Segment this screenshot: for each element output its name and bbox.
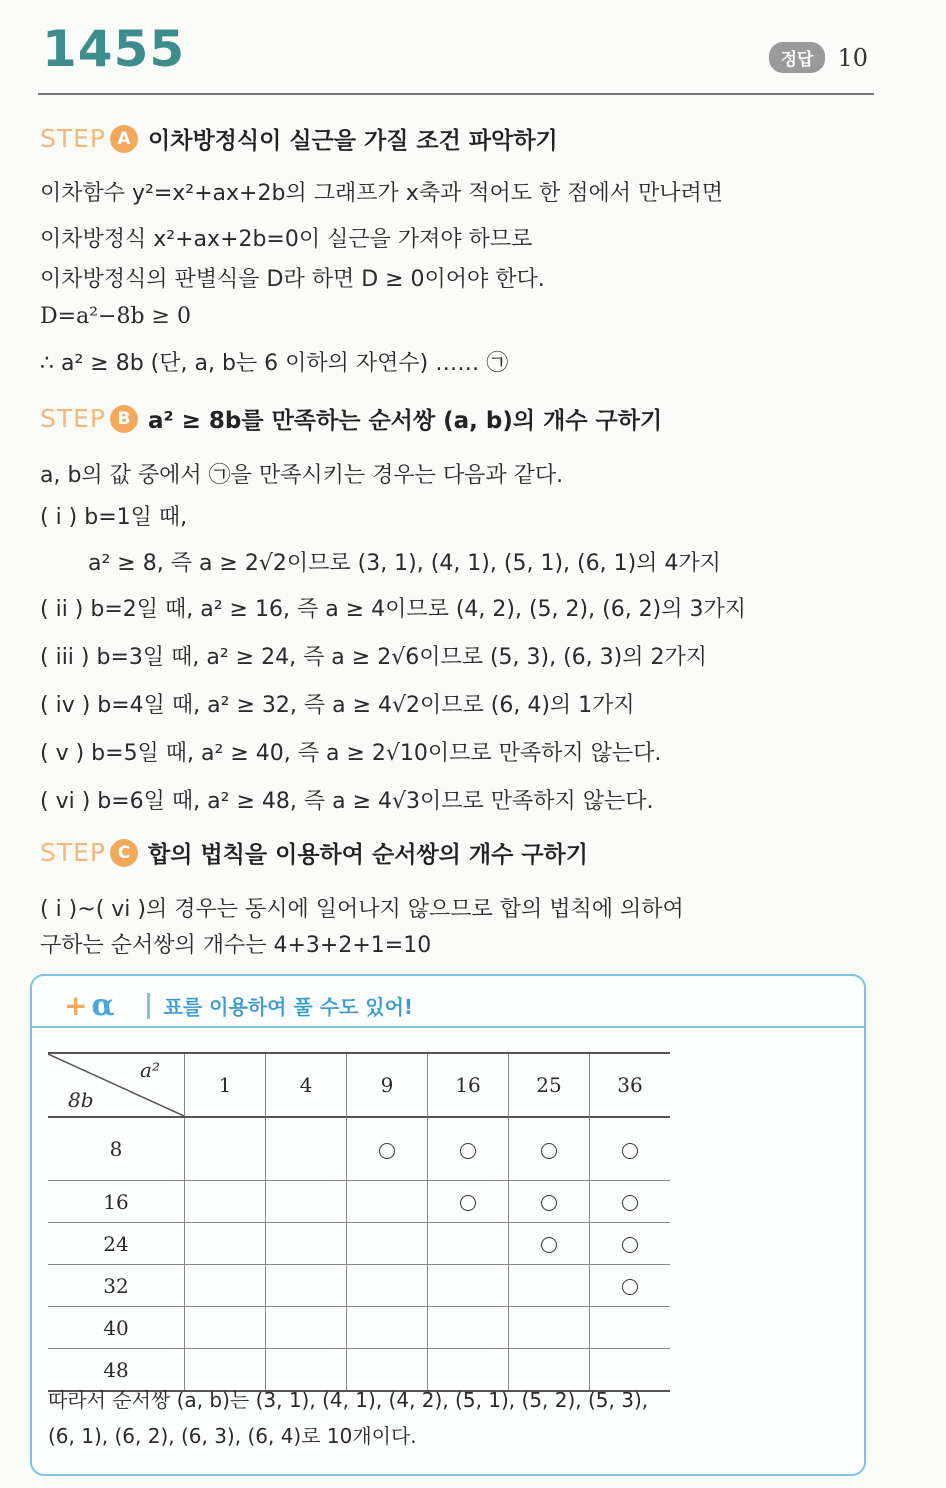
table-cell	[266, 1265, 347, 1307]
table-cell	[347, 1307, 428, 1349]
table-row	[48, 1265, 670, 1307]
circle-mark-icon	[379, 1143, 395, 1159]
step-b-line: ( v ) b=5일 때, a² ≥ 40, 즉 a ≥ 2√10이므로 만족하지 않는다.	[40, 741, 662, 766]
step-a-line: 이차함수 y²=x²+ax+2b의 그래프가 x축과 적어도 한 점에서 만나려면	[40, 181, 723, 206]
step-letter-badge: B	[110, 405, 138, 433]
column-header: 16	[428, 1053, 509, 1117]
table-cell	[590, 1181, 671, 1223]
table-cell	[509, 1265, 590, 1307]
circle-mark-icon	[460, 1195, 476, 1211]
table-cell	[509, 1181, 590, 1223]
column-header: 4	[266, 1053, 347, 1117]
circle-mark-icon	[541, 1195, 557, 1211]
step-a-line: ∴ a² ≥ 8b (단, a, b는 6 이하의 자연수) …… ㉠	[40, 351, 509, 376]
table-cell	[590, 1307, 671, 1349]
table-cell	[266, 1307, 347, 1349]
column-header: 1	[185, 1053, 266, 1117]
table-cell	[428, 1117, 509, 1181]
table-cell	[590, 1117, 671, 1181]
row-header: 40	[48, 1307, 185, 1349]
answer-value: 10	[837, 43, 868, 72]
table-cell	[347, 1223, 428, 1265]
step-b-line: a, b의 값 중에서 ㉠을 만족시키는 경우는 다음과 같다.	[40, 463, 564, 488]
step-b-line: ( i ) b=1일 때,	[40, 505, 188, 530]
step-label: STEP	[40, 404, 107, 433]
step-letter-badge: A	[110, 125, 138, 153]
table-cell	[347, 1181, 428, 1223]
tip-box-rule	[30, 1026, 864, 1028]
row-header: 24	[48, 1223, 185, 1265]
table-corner-cell	[48, 1053, 185, 1117]
step-b-line: ( iv ) b=4일 때, a² ≥ 32, 즉 a ≥ 4√2이므로 (6, 4)의 1가지	[40, 693, 635, 718]
table-row	[48, 1223, 670, 1265]
table-cell	[509, 1307, 590, 1349]
table-cell	[185, 1307, 266, 1349]
column-header: 36	[590, 1053, 671, 1117]
circle-mark-icon	[541, 1237, 557, 1253]
corner-label-a: a²	[140, 1058, 160, 1082]
row-header: 16	[48, 1181, 185, 1223]
table-row	[48, 1307, 670, 1349]
step-a-line: 이차방정식 x²+ax+2b=0이 실근을 가져야 하므로	[40, 227, 533, 252]
step-b-line: ( vi ) b=6일 때, a² ≥ 48, 즉 a ≥ 4√3이므로 만족하지 않는다.	[40, 789, 654, 814]
step-title: 합의 법칙을 이용하여 순서쌍의 개수 구하기	[148, 842, 588, 868]
table-cell	[347, 1265, 428, 1307]
table-cell	[509, 1117, 590, 1181]
table-cell	[590, 1265, 671, 1307]
conclusion-line: (6, 1), (6, 2), (6, 3), (6, 4)로 10개이다.	[48, 1424, 417, 1448]
step-title: 이차방정식이 실근을 가질 조건 파악하기	[148, 128, 558, 154]
table-cell	[185, 1223, 266, 1265]
step-a-line: D=a²−8b ≥ 0	[40, 304, 191, 329]
answer-badge: 정답	[769, 42, 826, 73]
step-c-line: ( i )~( vi )의 경우는 동시에 일어나지 않으므로 합의 법칙에 의하여	[40, 897, 684, 922]
step-title: a² ≥ 8b를 만족하는 순서쌍 (a, b)의 개수 구하기	[148, 408, 663, 434]
header-divider	[38, 93, 874, 95]
step-a-heading	[40, 122, 558, 155]
row-header: 32	[48, 1265, 185, 1307]
step-c-heading	[40, 836, 588, 869]
answer-area	[769, 42, 868, 73]
tip-box-title: 표를 이용하여 풀 수도 있어!	[163, 995, 414, 1019]
step-b-line: ( iii ) b=3일 때, a² ≥ 24, 즉 a ≥ 2√6이므로 (5, 3), (6, 3)의 2가지	[40, 645, 707, 670]
column-header: 9	[347, 1053, 428, 1117]
heading-divider	[147, 993, 150, 1019]
table-cell	[347, 1117, 428, 1181]
table-cell	[266, 1117, 347, 1181]
table-cell	[428, 1265, 509, 1307]
circle-mark-icon	[622, 1279, 638, 1295]
table-row	[48, 1117, 670, 1181]
table-cell	[266, 1223, 347, 1265]
step-label: STEP	[40, 838, 107, 867]
table-cell	[266, 1181, 347, 1223]
table-row	[48, 1181, 670, 1223]
plus-icon: +	[64, 989, 88, 1022]
corner-label-b: 8b	[68, 1088, 94, 1112]
circle-mark-icon	[622, 1195, 638, 1211]
circle-mark-icon	[622, 1143, 638, 1159]
column-header: 25	[509, 1053, 590, 1117]
table-cell	[428, 1307, 509, 1349]
table-cell	[509, 1223, 590, 1265]
table-cell	[428, 1181, 509, 1223]
circle-mark-icon	[541, 1143, 557, 1159]
circle-mark-icon	[622, 1237, 638, 1253]
step-letter-badge: C	[110, 839, 138, 867]
row-header: 48	[48, 1349, 185, 1392]
table-cell	[185, 1117, 266, 1181]
table-cell	[185, 1181, 266, 1223]
table-cell	[428, 1223, 509, 1265]
step-a-line: 이차방정식의 판별식을 D라 하면 D ≥ 0이어야 한다.	[40, 267, 545, 292]
alpha-icon: α	[91, 988, 115, 1023]
table-body	[48, 1117, 670, 1391]
row-header: 8	[48, 1117, 185, 1181]
conclusion-line: 따라서 순서쌍 (a, b)는 (3, 1), (4, 1), (4, 2), (5, 1), (5, 2), (5, 3),	[48, 1388, 649, 1412]
table-cell	[590, 1223, 671, 1265]
step-label: STEP	[40, 124, 107, 153]
step-c-line: 구하는 순서쌍의 개수는 4+3+2+1=10	[40, 933, 432, 958]
circle-mark-icon	[460, 1143, 476, 1159]
step-b-heading	[40, 402, 662, 435]
problem-number: 1455	[42, 20, 186, 78]
table-cell	[185, 1265, 266, 1307]
step-b-line: a² ≥ 8, 즉 a ≥ 2√2이므로 (3, 1), (4, 1), (5, 1), (6, 1)의 4가지	[88, 551, 721, 576]
table-header-row	[48, 1053, 670, 1117]
step-b-line: ( ii ) b=2일 때, a² ≥ 16, 즉 a ≥ 4이므로 (4, 2), (5, 2), (6, 2)의 3가지	[40, 597, 747, 622]
solution-table	[48, 1052, 670, 1392]
tip-box-heading	[64, 988, 413, 1023]
